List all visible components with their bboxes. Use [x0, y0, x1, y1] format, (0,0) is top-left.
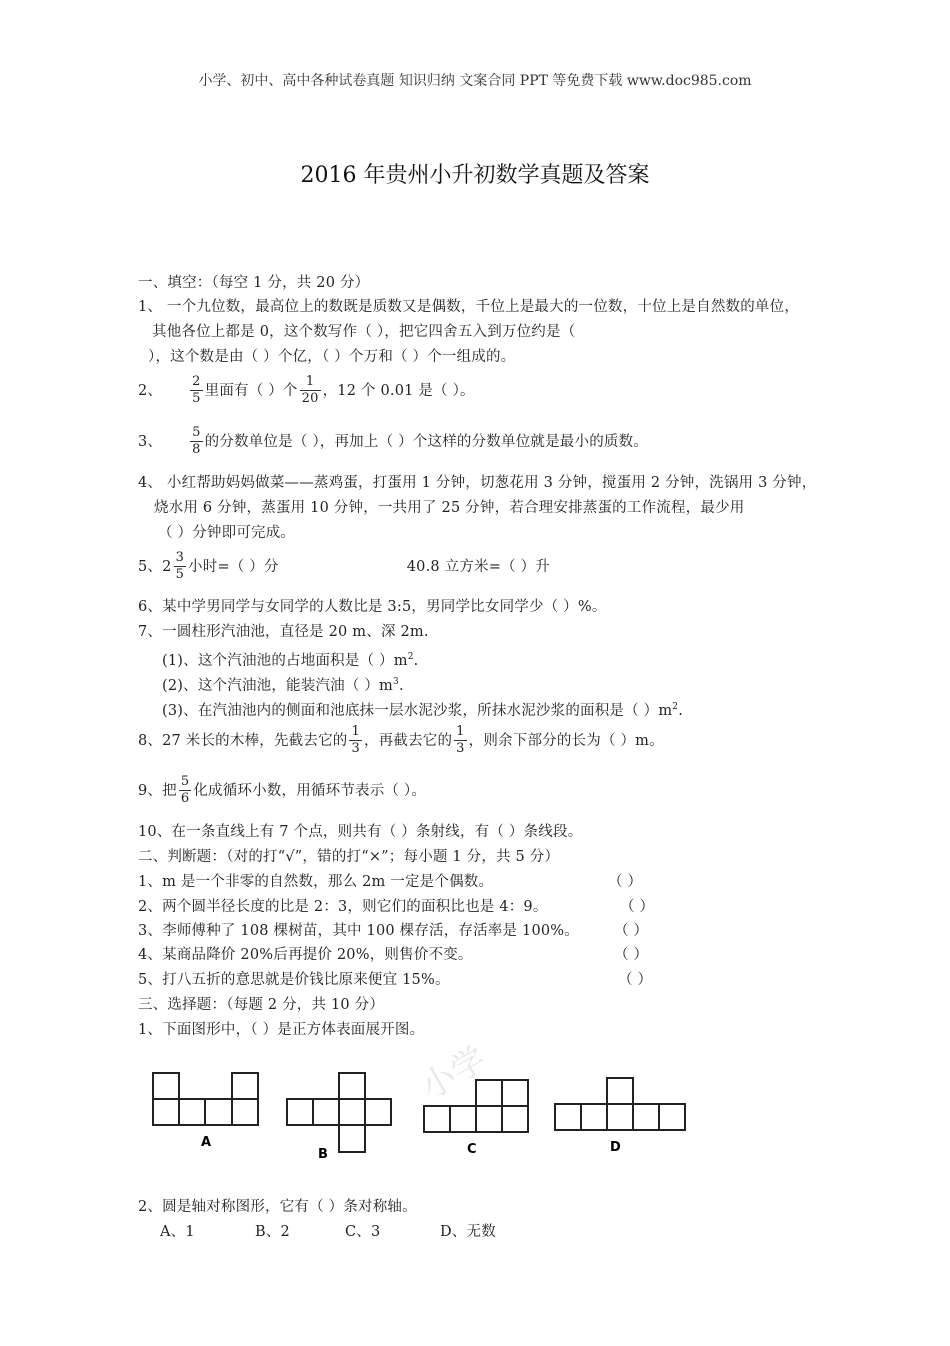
section-heading-choice: 三、选择题：（每题 2 分，共 10 分）	[138, 997, 385, 1013]
q2-mid: 里面有（ ）个	[204, 382, 298, 399]
choice-q2-option-a: A、1	[160, 1224, 195, 1240]
judge-item-1: 1、m 是一个非零的自然数，那么 2m 一定是个偶数。	[138, 874, 494, 890]
q9-post: 化成循环小数，用循环节表示（ ）。	[193, 782, 427, 799]
q8-post: ，则余下部分的长为（ ）m。	[468, 732, 664, 749]
judge-answer-3: （ ）	[614, 923, 649, 939]
cube-net-c	[424, 1080, 528, 1132]
judge-item-3: 3、李师傅种了 108 棵树苗，其中 100 棵存活，存活率是 100%。	[138, 923, 579, 939]
net-label-b: B	[318, 1147, 328, 1162]
q5-label: 5、2	[138, 558, 172, 575]
q3-label: 3、	[138, 433, 163, 450]
choice-q2-option-b: B、2	[255, 1224, 290, 1240]
section-heading-judge: 二、判断题：（对的打“√”，错的打“×”；每小题 1 分，共 5 分）	[138, 849, 560, 865]
watermark: 小学	[414, 1039, 494, 1108]
q7-line: 7、一圆柱形汽油池，直径是 20 m、深 2m.	[138, 624, 429, 640]
q2-fraction-b: $\frac{1}{20}$	[301, 374, 319, 406]
page-header: 小学、初中、高中各种试卷真题 知识归纳 文案合同 PPT 等免费下载 www.doc985.com	[198, 73, 752, 89]
q9-fraction: $\frac{5}{6}$	[180, 774, 190, 806]
q5-mid: 小时=（ ）分	[188, 558, 279, 575]
page-title: 2016 年贵州小升初数学真题及答案	[300, 163, 650, 188]
q5-fraction: $\frac{3}{5}$	[175, 550, 185, 582]
q7-sub1: (1)、这个汽油池的占地面积是（ ）$m^2$.	[162, 652, 419, 669]
judge-item-2: 2、两个圆半径长度的比是 2：3，则它们的面积比也是 4：9。	[138, 899, 548, 915]
q4-line3: （ ）分钟即可完成。	[158, 525, 296, 541]
q1-line2: 其他各位上都是 0，这个数写作（ ），把它四舍五入到万位约是（	[152, 324, 576, 340]
judge-item-5: 5、打八五折的意思就是价钱比原来便宜 15%。	[138, 972, 450, 988]
q2-label: 2、	[138, 382, 163, 399]
q8-pre: 8、27 米长的木棒，先截去它的	[138, 732, 348, 749]
judge-answer-4: （ ）	[614, 947, 649, 963]
choice-q1: 1、下面图形中，（ ）是正方体表面展开图。	[138, 1022, 425, 1038]
q3-post: 的分数单位是（ ），再加上（ ）个这样的分数单位就是最小的质数。	[204, 433, 648, 450]
q1-line3: ），这个数是由（ ）个亿，（ ）个万和（ ）个一组成的。	[148, 349, 516, 365]
q7-sub3: (3)、在汽油池内的侧面和池底抹一层水泥沙浆，所抹水泥沙浆的面积是（ ）$m^2$.	[162, 702, 684, 719]
choice-q2-option-c: C、3	[345, 1224, 381, 1240]
judge-item-4: 4、某商品降价 20%后再提价 20%，则售价不变。	[138, 947, 473, 963]
section-heading-fill: 一、填空：（每空 1 分，共 20 分）	[138, 275, 370, 291]
q8-mid: ，再截去它的	[363, 732, 453, 749]
q8-fraction-a: $\frac{1}{3}$	[351, 724, 360, 756]
q1-line1: 1、 一个九位数，最高位上的数既是质数又是偶数，千位上是最大的一位数，十位上是自然数的单位，	[138, 299, 800, 315]
q10-line: 10、在一条直线上有 7 个点，则共有（ ）条射线，有（ ）条线段。	[138, 824, 583, 840]
q5-post: 40.8 立方米=（ ）升	[406, 558, 550, 575]
cube-net-a	[153, 1073, 258, 1125]
q7-sub2: (2)、这个汽油池，能装汽油（ ）$m^3$.	[162, 677, 404, 694]
q8-fraction-b: $\frac{1}{3}$	[456, 724, 465, 756]
q2-post: ，12 个 0.01 是（ ）。	[322, 382, 475, 399]
q6-line: 6、某中学男同学与女同学的人数比是 3:5，男同学比女同学少（ ）%。	[138, 599, 607, 615]
q2-fraction-a: $\frac{2}{5}$	[192, 374, 201, 406]
q4-line1: 4、 小红帮助妈妈做菜——蒸鸡蛋，打蛋用 1 分钟，切葱花用 3 分钟，搅蛋用 2 分钟，洗锅用 3 分钟，	[138, 475, 817, 491]
q4-line2: 烧水用 6 分钟，蒸蛋用 10 分钟，一共用了 25 分钟，若合理安排蒸蛋的工作流程，最少用	[154, 500, 745, 516]
cube-net-b	[287, 1073, 391, 1152]
judge-answer-1: （ ）	[608, 874, 643, 890]
net-label-c: C	[467, 1142, 477, 1157]
q3-fraction: $\frac{5}{8}$	[192, 425, 201, 457]
net-label-d: D	[610, 1140, 621, 1155]
judge-answer-5: （ ）	[618, 972, 653, 988]
cube-net-d	[555, 1078, 685, 1130]
choice-q2-option-d: D、无数	[440, 1224, 496, 1240]
judge-answer-2: （ ）	[620, 899, 655, 915]
choice-q2: 2、圆是轴对称图形，它有（ ）条对称轴。	[138, 1199, 417, 1215]
net-label-a: A	[201, 1135, 212, 1150]
q9-pre: 9、把	[138, 782, 177, 799]
